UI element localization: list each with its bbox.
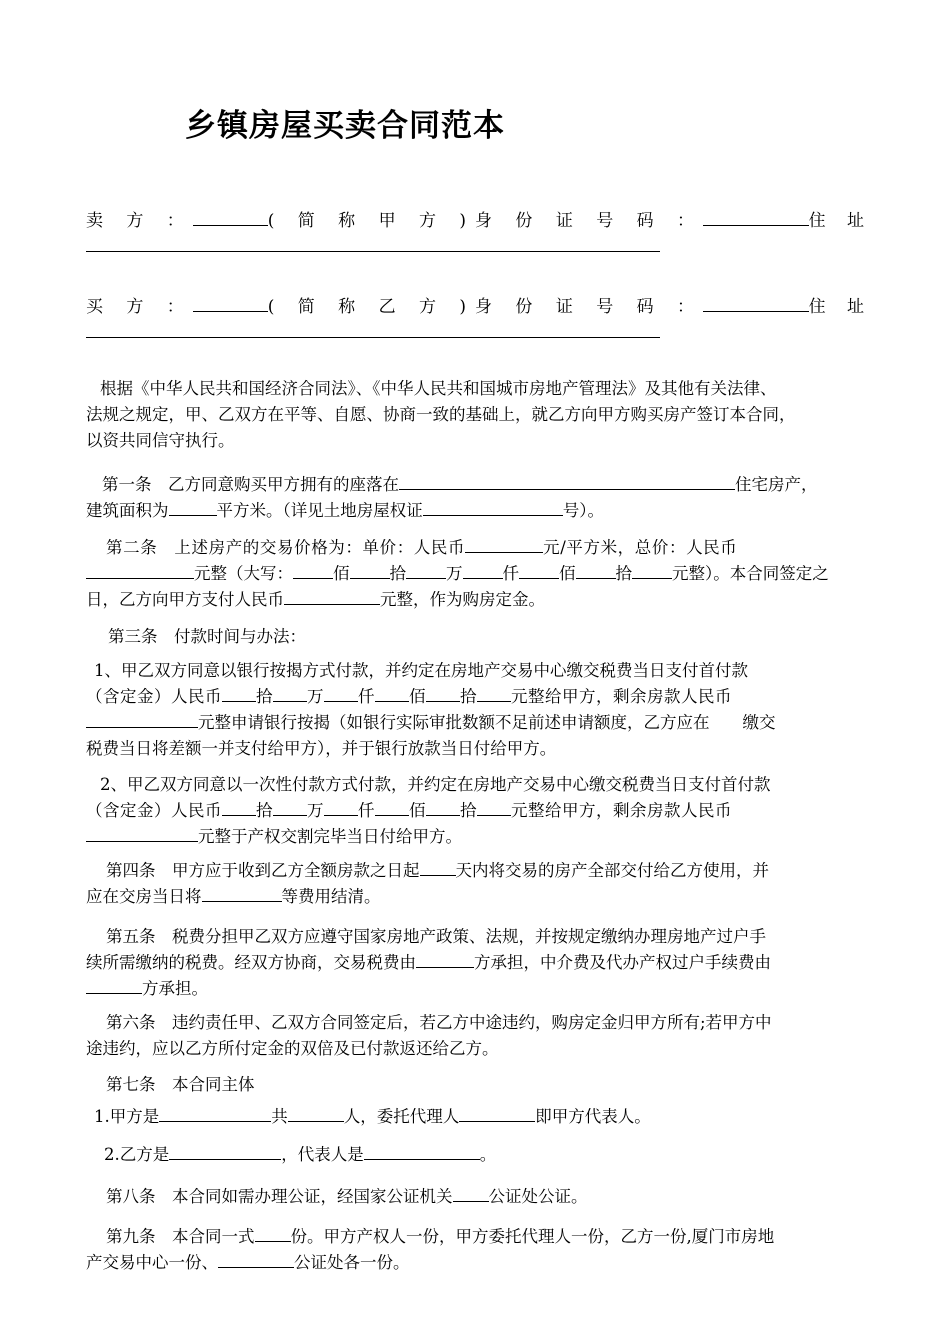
article-8 xyxy=(86,1184,866,1210)
item-1-text: 仟 xyxy=(358,687,375,706)
article-4-text: 等费用结清。 xyxy=(281,887,381,906)
item-1-text: 1、甲乙双方同意以银行按揭方式付款，并约定在房地产交易中心缴交税费当日支付首付款 xyxy=(94,661,748,680)
article-1 xyxy=(86,472,866,524)
buyer-address-label: 住 址 xyxy=(808,297,872,317)
amount-blank xyxy=(324,685,358,702)
party-b-blank xyxy=(169,1143,281,1160)
article-4-text: 天内将交易的房产全部交付给乙方使用，并 xyxy=(455,861,769,880)
article-9-text: 公证处各一份。 xyxy=(294,1253,410,1272)
article-1-text: 建筑面积为 xyxy=(86,501,169,520)
item-1-text: （含定金）人民币 xyxy=(86,687,222,706)
article-7-text: 。 xyxy=(479,1145,497,1164)
article-1-text: 号）。 xyxy=(562,501,604,520)
article-5-text: 续所需缴纳的税费。经双方协商，交易税费由 xyxy=(86,953,416,972)
article-6 xyxy=(86,1010,866,1062)
notary-office-blank xyxy=(218,1251,294,1268)
article-7-party-b xyxy=(86,1142,866,1168)
amount-blank xyxy=(477,799,511,816)
article-2-text: 佰 xyxy=(559,564,576,583)
seller-name-blank xyxy=(193,209,268,226)
deposit-blank xyxy=(284,588,380,605)
party-a-blank xyxy=(159,1105,271,1122)
article-2-text: 元整，作为购房定金。 xyxy=(380,590,545,609)
item-2-text: 2、甲乙双方同意以一次性付款方式付款，并约定在房地产交易中心缴交税费当日支付首付款 xyxy=(100,775,771,794)
page-title: 乡镇房屋买卖合同范本 xyxy=(185,108,505,144)
agent-blank xyxy=(459,1105,535,1122)
article-4 xyxy=(86,858,866,910)
area-blank xyxy=(169,499,217,516)
article-2-text: 万 xyxy=(446,564,463,583)
article-7-text: 即甲方代表人。 xyxy=(535,1107,651,1126)
item-1-text: 万 xyxy=(307,687,324,706)
representative-blank xyxy=(364,1143,480,1160)
total-price-blank xyxy=(86,562,194,579)
buyer-address-blank xyxy=(86,317,660,338)
seller-abbr: ( 简 称 甲 方 ) xyxy=(267,211,476,231)
article-9-text: 份。甲方产权人一份，甲方委托代理人一份，乙方一份,厦门市房地 xyxy=(290,1227,775,1246)
article-4-text: 应在交房当日将 xyxy=(86,887,202,906)
seller-id-blank xyxy=(703,209,809,226)
item-1-text: 佰 xyxy=(409,687,426,706)
amount-blank xyxy=(426,799,460,816)
buyer-id-blank xyxy=(703,295,809,312)
item-2-text: 拾 xyxy=(460,801,477,820)
article-5 xyxy=(86,924,866,1002)
amount-blank xyxy=(222,685,256,702)
article-9-text: 第九条 本合同一式 xyxy=(106,1227,255,1246)
article-9 xyxy=(86,1224,866,1276)
article-7-party-a xyxy=(86,1104,866,1130)
article-7-title: 第七条 本合同主体 xyxy=(106,1075,255,1094)
amount-blank xyxy=(273,685,307,702)
article-2-text: 第二条 上述房产的交易价格为：单价：人民币 xyxy=(106,538,466,557)
loan-amount-blank xyxy=(86,711,198,728)
article-7-text: 共 xyxy=(271,1107,288,1126)
article-2-text: 元/平方米，总价：人民币 xyxy=(543,538,738,557)
item-1-text: 税费当日将差额一并支付给甲方），并于银行放款当日付给甲方。 xyxy=(86,739,557,758)
item-2-text: 万 xyxy=(307,801,324,820)
article-7-text: 2.乙方是 xyxy=(104,1145,170,1164)
item-1-text: 拾 xyxy=(256,687,273,706)
buyer-abbr: ( 简 称 乙 方 ) xyxy=(267,297,476,317)
amount-blank xyxy=(375,685,409,702)
article-9-text: 产交易中心一份、 xyxy=(86,1253,218,1272)
article-2-text: 元整）。本合同签定之 xyxy=(672,564,829,583)
item-1-text: 拾 xyxy=(460,687,477,706)
amount-blank xyxy=(324,799,358,816)
amount-blank xyxy=(273,799,307,816)
amount-blank xyxy=(426,685,460,702)
article-2-text: 拾 xyxy=(389,564,406,583)
article-2 xyxy=(86,535,866,613)
article-7-text: 1.甲方是 xyxy=(94,1107,160,1126)
preamble-line-1: 根据《中华人民共和国经济合同法》、《中华人民共和国城市房地产管理法》及其他有关法律、 xyxy=(100,379,777,398)
tax-party-blank xyxy=(416,951,474,968)
preamble-line-3: 以资共同信守执行。 xyxy=(86,431,235,450)
article-5-text: 方承担，中介费及代办产权过户手续费由 xyxy=(474,953,771,972)
buyer-label: 买 方 ： xyxy=(86,297,193,317)
seller-address-blank xyxy=(86,231,660,252)
buyer-name-blank xyxy=(193,295,268,312)
article-6-text: 途违约，应以乙方所付定金的双倍及已付款返还给乙方。 xyxy=(86,1039,499,1058)
item-2-text: （含定金）人民币 xyxy=(86,801,222,820)
item-2-text: 仟 xyxy=(358,801,375,820)
amount-blank xyxy=(519,562,559,579)
article-1-text: 平方米。（详见土地房屋权证 xyxy=(216,501,423,520)
buyer-block xyxy=(86,292,872,338)
article-2-text: 佰 xyxy=(333,564,350,583)
amount-blank xyxy=(406,562,446,579)
location-blank xyxy=(399,473,735,490)
preamble-paragraph xyxy=(86,376,866,454)
amount-blank xyxy=(477,685,511,702)
article-2-text: 仟 xyxy=(502,564,519,583)
item-2-text: 佰 xyxy=(409,801,426,820)
seller-id-label: 身 份 证 号 码 ： xyxy=(475,211,704,231)
article-3-title: 第三条 付款时间与办法： xyxy=(108,627,306,646)
item-2-text: 元整于产权交割完毕当日付给甲方。 xyxy=(198,827,462,846)
buyer-id-label: 身 份 证 号 码 ： xyxy=(475,297,704,317)
article-4-text: 第四条 甲方应于收到乙方全额房款之日起 xyxy=(106,861,420,880)
item-1-text: 元整给甲方，剩余房款人民币 xyxy=(511,687,732,706)
article-2-text: 日，乙方向甲方支付人民币 xyxy=(86,590,284,609)
fees-blank xyxy=(202,885,282,902)
item-2-text: 元整给甲方，剩余房款人民币 xyxy=(511,801,732,820)
amount-blank xyxy=(463,562,503,579)
agency-fee-party-blank xyxy=(86,977,142,994)
amount-blank xyxy=(293,562,333,579)
article-5-text: 第五条 税费分担甲乙双方应遵守国家房地产政策、法规，并按规定缴纳办理房地产过户手 xyxy=(106,927,766,946)
article-2-text: 拾 xyxy=(615,564,632,583)
payment-item-2 xyxy=(86,772,866,850)
seller-address-label: 住 址 xyxy=(808,211,872,231)
article-7-text: ，代表人是 xyxy=(281,1145,364,1164)
seller-block xyxy=(86,206,872,252)
amount-blank xyxy=(222,799,256,816)
seller-label: 卖 方 ： xyxy=(86,211,193,231)
amount-blank xyxy=(576,562,616,579)
copies-blank xyxy=(255,1225,291,1242)
amount-blank xyxy=(375,799,409,816)
days-blank xyxy=(420,859,456,876)
preamble-line-2: 法规之规定，甲、乙双方在平等、自愿、协商一致的基础上，就乙方向甲方购买房产签订本合同， xyxy=(86,405,796,424)
article-6-text: 第六条 违约责任甲、乙双方合同签定后，若乙方中途违约，购房定金归甲方所有;若甲方中 xyxy=(106,1013,772,1032)
payment-item-1 xyxy=(86,658,866,762)
notary-blank xyxy=(453,1185,489,1202)
article-1-text: 第一条 乙方同意购买甲方拥有的座落在 xyxy=(102,475,399,494)
item-2-text: 拾 xyxy=(256,801,273,820)
article-5-text: 方承担。 xyxy=(142,979,208,998)
article-2-text: 元整（大写： xyxy=(194,564,293,583)
count-blank xyxy=(288,1105,344,1122)
amount-blank xyxy=(350,562,390,579)
item-1-text: 元整申请银行按揭（如银行实际审批数额不足前述申请额度，乙方应在 缴交 xyxy=(198,713,776,732)
amount-blank xyxy=(632,562,672,579)
article-7-text: 人，委托代理人 xyxy=(343,1107,460,1126)
article-1-text: 住宅房产， xyxy=(735,475,818,494)
remaining-amount-blank xyxy=(86,825,198,842)
unit-price-blank xyxy=(465,536,543,553)
certificate-blank xyxy=(423,499,563,516)
article-8-text: 第八条 本合同如需办理公证，经国家公证机关 xyxy=(106,1187,453,1206)
article-8-text: 公证处公证。 xyxy=(488,1187,588,1206)
